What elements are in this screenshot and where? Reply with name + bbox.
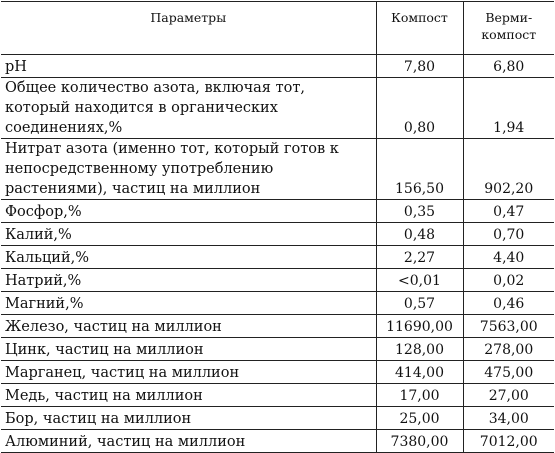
row-vermicompost: 6,80 [463,55,554,78]
row-name: Алюминий, частиц на миллион [1,430,376,453]
row-compost: 7,80 [376,55,463,78]
table-row [1,384,554,407]
row-compost: 414,00 [376,361,463,384]
table-row [1,200,554,223]
row-vermicompost: 34,00 [463,407,554,430]
header-param: Параметры [1,2,376,55]
row-compost: 7380,00 [376,430,463,453]
table-row [1,246,554,269]
row-name: Марганец, частиц на миллион [1,361,376,384]
row-name: Магний,% [1,292,376,315]
row-compost: 2,27 [376,246,463,269]
table-row [1,338,554,361]
row-name: Медь, частиц на миллион [1,384,376,407]
row-compost: <0,01 [376,269,463,292]
row-vermicompost: 4,40 [463,246,554,269]
table-row [1,361,554,384]
row-vermicompost: 475,00 [463,361,554,384]
row-compost: 17,00 [376,384,463,407]
row-name: Общее количество азота, включая тот, который находится в органических соединениях,% [1,78,376,139]
row-name: Железо, частиц на миллион [1,315,376,338]
row-vermicompost: 902,20 [463,139,554,200]
row-vermicompost: 0,02 [463,269,554,292]
row-compost: 0,35 [376,200,463,223]
row-name: Фосфор,% [1,200,376,223]
row-vermicompost: 0,47 [463,200,554,223]
table-row [1,139,554,200]
row-name: pH [1,55,376,78]
row-compost: 11690,00 [376,315,463,338]
row-vermicompost: 7012,00 [463,430,554,453]
row-vermicompost: 278,00 [463,338,554,361]
header-vermicompost-line2: компост [481,27,537,42]
row-vermicompost: 0,46 [463,292,554,315]
row-vermicompost: 7563,00 [463,315,554,338]
table-row [1,292,554,315]
row-name: Бор, частиц на миллион [1,407,376,430]
row-name: Натрий,% [1,269,376,292]
table-row [1,78,554,139]
header-row [1,2,554,55]
row-compost: 156,50 [376,139,463,200]
row-vermicompost: 0,70 [463,223,554,246]
comparison-table [1,1,554,453]
row-vermicompost: 1,94 [463,78,554,139]
row-name: Кальций,% [1,246,376,269]
table-row [1,269,554,292]
header-vermicompost [463,2,554,55]
row-compost: 0,57 [376,292,463,315]
header-vermicompost-line1: Верми- [485,10,533,25]
row-compost: 128,00 [376,338,463,361]
row-vermicompost: 27,00 [463,384,554,407]
row-compost: 0,48 [376,223,463,246]
table-row [1,430,554,453]
row-compost: 25,00 [376,407,463,430]
table-row [1,55,554,78]
table-row [1,407,554,430]
row-compost: 0,80 [376,78,463,139]
table-row [1,315,554,338]
row-name: Нитрат азота (именно тот, который готов к непосредственному употреблению растениями), частиц на миллион [1,139,376,200]
row-name: Калий,% [1,223,376,246]
header-compost: Компост [376,2,463,55]
row-name: Цинк, частиц на миллион [1,338,376,361]
table-row [1,223,554,246]
